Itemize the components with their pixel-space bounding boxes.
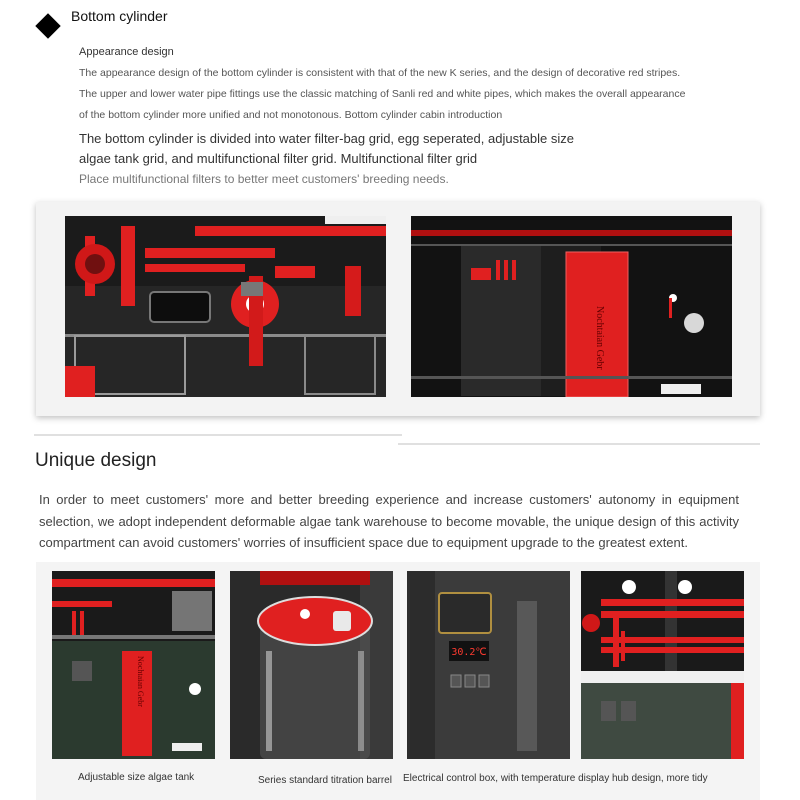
algae-panel-label: Nochtaian Gebr bbox=[136, 656, 145, 707]
pipe-fittings-photo bbox=[65, 216, 386, 397]
unique-design-heading: Unique design bbox=[35, 450, 157, 471]
divider bbox=[398, 443, 760, 445]
caption-control-box: Electrical control box, with temperature display hub design, more tidy bbox=[403, 773, 708, 784]
caption-algae-tank: Adjustable size algae tank bbox=[78, 772, 195, 783]
filter-note: Place multifunctional filters to better meet customers' breeding needs. bbox=[79, 172, 449, 186]
unique-design-paragraph: In order to meet customers' more and better breeding experience and increase customers' autonomy in equipment selection, we adopt independent deformable algae tank warehouse to become movable, the unique design of this activity compartment can avoid customers' worries of insufficient space due to equipment upgrade to the greatest extent. bbox=[39, 492, 739, 550]
cabin-intro: The bottom cylinder is divided into water filter-bag grid, egg seperated, adjustable size algae tank grid, and multifunctional filter grid. Multifunctional filter grid bbox=[79, 131, 574, 166]
bottom-photo-panel bbox=[36, 562, 760, 800]
tank-panel-label: Nochtaian Gebr bbox=[594, 306, 605, 370]
section-title: Bottom cylinder bbox=[71, 8, 168, 24]
diamond-bullet-icon bbox=[35, 13, 60, 38]
temperature-readout: 30.2℃ bbox=[451, 647, 487, 658]
caption-titration-barrel: Series standard titration barrel bbox=[258, 775, 392, 786]
control-box-photo bbox=[407, 571, 570, 759]
algae-tank-photo bbox=[411, 216, 732, 397]
adjustable-algae-tank-photo bbox=[52, 571, 215, 759]
pipe-layout-photo bbox=[581, 571, 744, 759]
appearance-paragraph: The appearance design of the bottom cylinder is consistent with that of the new K series, and the design of decorative red stripes. The upper and lower water pipe fittings use the classic matching of Sanli red and white pipes, which makes the overall appearance of the bottom cylinder more unified and not monotonous. Bottom cylinder cabin introduction bbox=[79, 67, 686, 121]
top-photo-panel bbox=[36, 202, 760, 416]
divider bbox=[34, 434, 402, 436]
titration-barrel-photo bbox=[230, 571, 393, 759]
appearance-subtitle: Appearance design bbox=[79, 46, 174, 58]
